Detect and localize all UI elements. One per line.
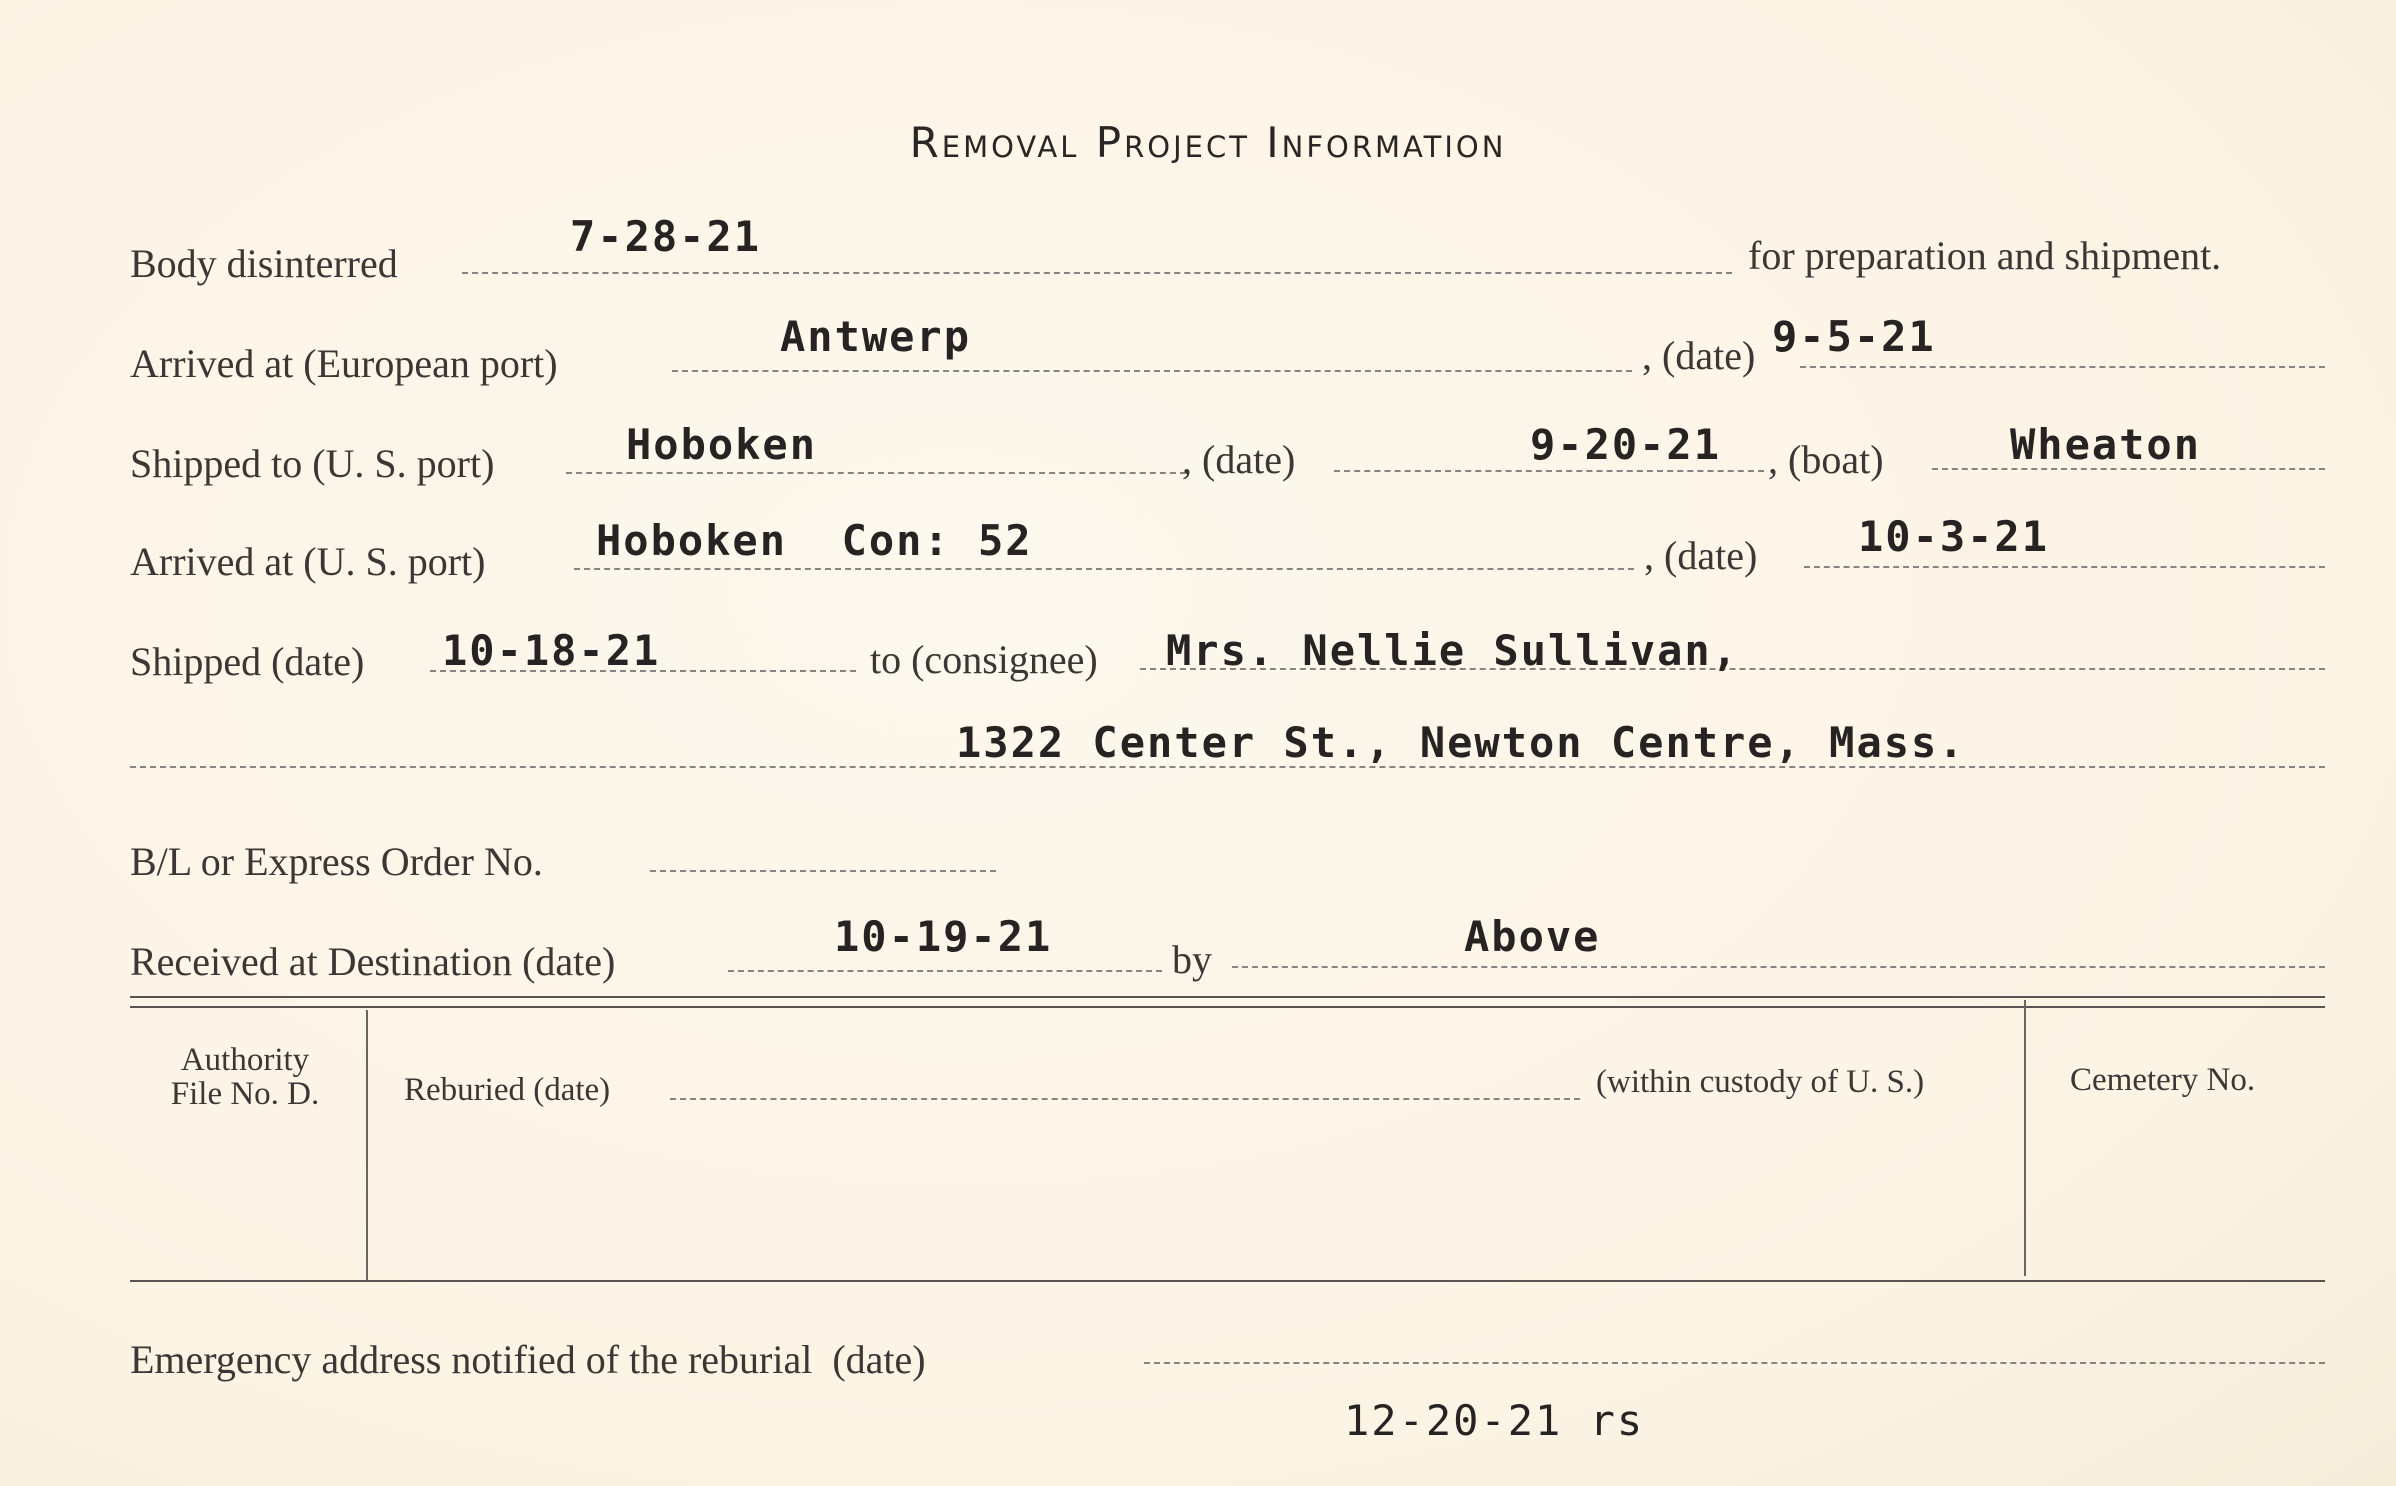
box-top-rule-1 (130, 996, 2325, 998)
card-title: Removal Project Information (909, 118, 1507, 167)
reburied-label: Reburied (date) (404, 1072, 611, 1108)
boat-label: , (boat) (1768, 437, 1884, 482)
received-date-value: 10-19-21 (834, 912, 1053, 961)
custody-label: (within custody of U. S.) (1596, 1064, 1925, 1100)
authority-label: Authority (180, 1042, 310, 1078)
emergency-label: Emergency address notified of the reburial (date) (130, 1337, 926, 1382)
box-divider-right (2024, 1000, 2026, 1276)
shipped-date-label: , (date) (1182, 437, 1296, 482)
box-bottom-rule (130, 1280, 2325, 1282)
cemetery-label: Cemetery No. (2070, 1062, 2256, 1098)
disinterred-line (462, 272, 1732, 274)
european-port-label: Arrived at (European port) (130, 341, 558, 386)
disinterred-suffix: for preparation and shipment. (1748, 233, 2222, 278)
bl-line (650, 870, 996, 872)
received-by-line (1232, 966, 2325, 968)
bl-label: B/L or Express Order No. (130, 839, 543, 884)
arrived-us-line (574, 568, 1634, 570)
arrived-us-label: Arrived at (U. S. port) (130, 539, 486, 584)
received-by-label: by (1172, 937, 1212, 982)
disinterred-date-value: 7-28-21 (570, 212, 762, 261)
consignee-address: 1322 Center St., Newton Centre, Mass. (956, 718, 1966, 767)
european-date-line (1800, 366, 2325, 368)
received-by-value: Above (1464, 912, 1601, 961)
emergency-value: 12-20-21 rs (1344, 1396, 1645, 1445)
shipped-to-value: Hoboken (626, 420, 818, 469)
arrived-us-value: Hoboken Con: 52 (596, 516, 1033, 565)
shipped-date-line (1334, 470, 1764, 472)
disinterred-label: Body disinterred (130, 241, 398, 286)
shipped-label: Shipped (date) (130, 639, 365, 684)
european-date-label: , (date) (1642, 333, 1756, 378)
received-label: Received at Destination (date) (130, 939, 616, 984)
arrived-date-value: 10-3-21 (1858, 512, 2050, 561)
emergency-line (1144, 1362, 2325, 1364)
shipped-date: 10-18-21 (442, 626, 661, 675)
european-date-value: 9-5-21 (1772, 312, 1936, 361)
shipped-to-line (566, 472, 1186, 474)
reburied-line (670, 1098, 1580, 1100)
box-divider-left (366, 1010, 368, 1282)
consignee-value: Mrs. Nellie Sullivan, (1166, 626, 1740, 675)
boat-value: Wheaton (2010, 420, 2202, 469)
european-port-value: Antwerp (780, 312, 972, 361)
authority-file-label: File No. D. (170, 1076, 320, 1112)
shipped-date-value: 9-20-21 (1530, 420, 1722, 469)
received-line (728, 970, 1162, 972)
arrived-date-line (1804, 566, 2325, 568)
arrived-date-label: , (date) (1644, 533, 1758, 578)
box-top-rule-2 (130, 1006, 2325, 1008)
shipped-to-label: Shipped to (U. S. port) (130, 441, 495, 486)
consignee-label: to (consignee) (870, 637, 1098, 682)
european-port-line (672, 370, 1632, 372)
